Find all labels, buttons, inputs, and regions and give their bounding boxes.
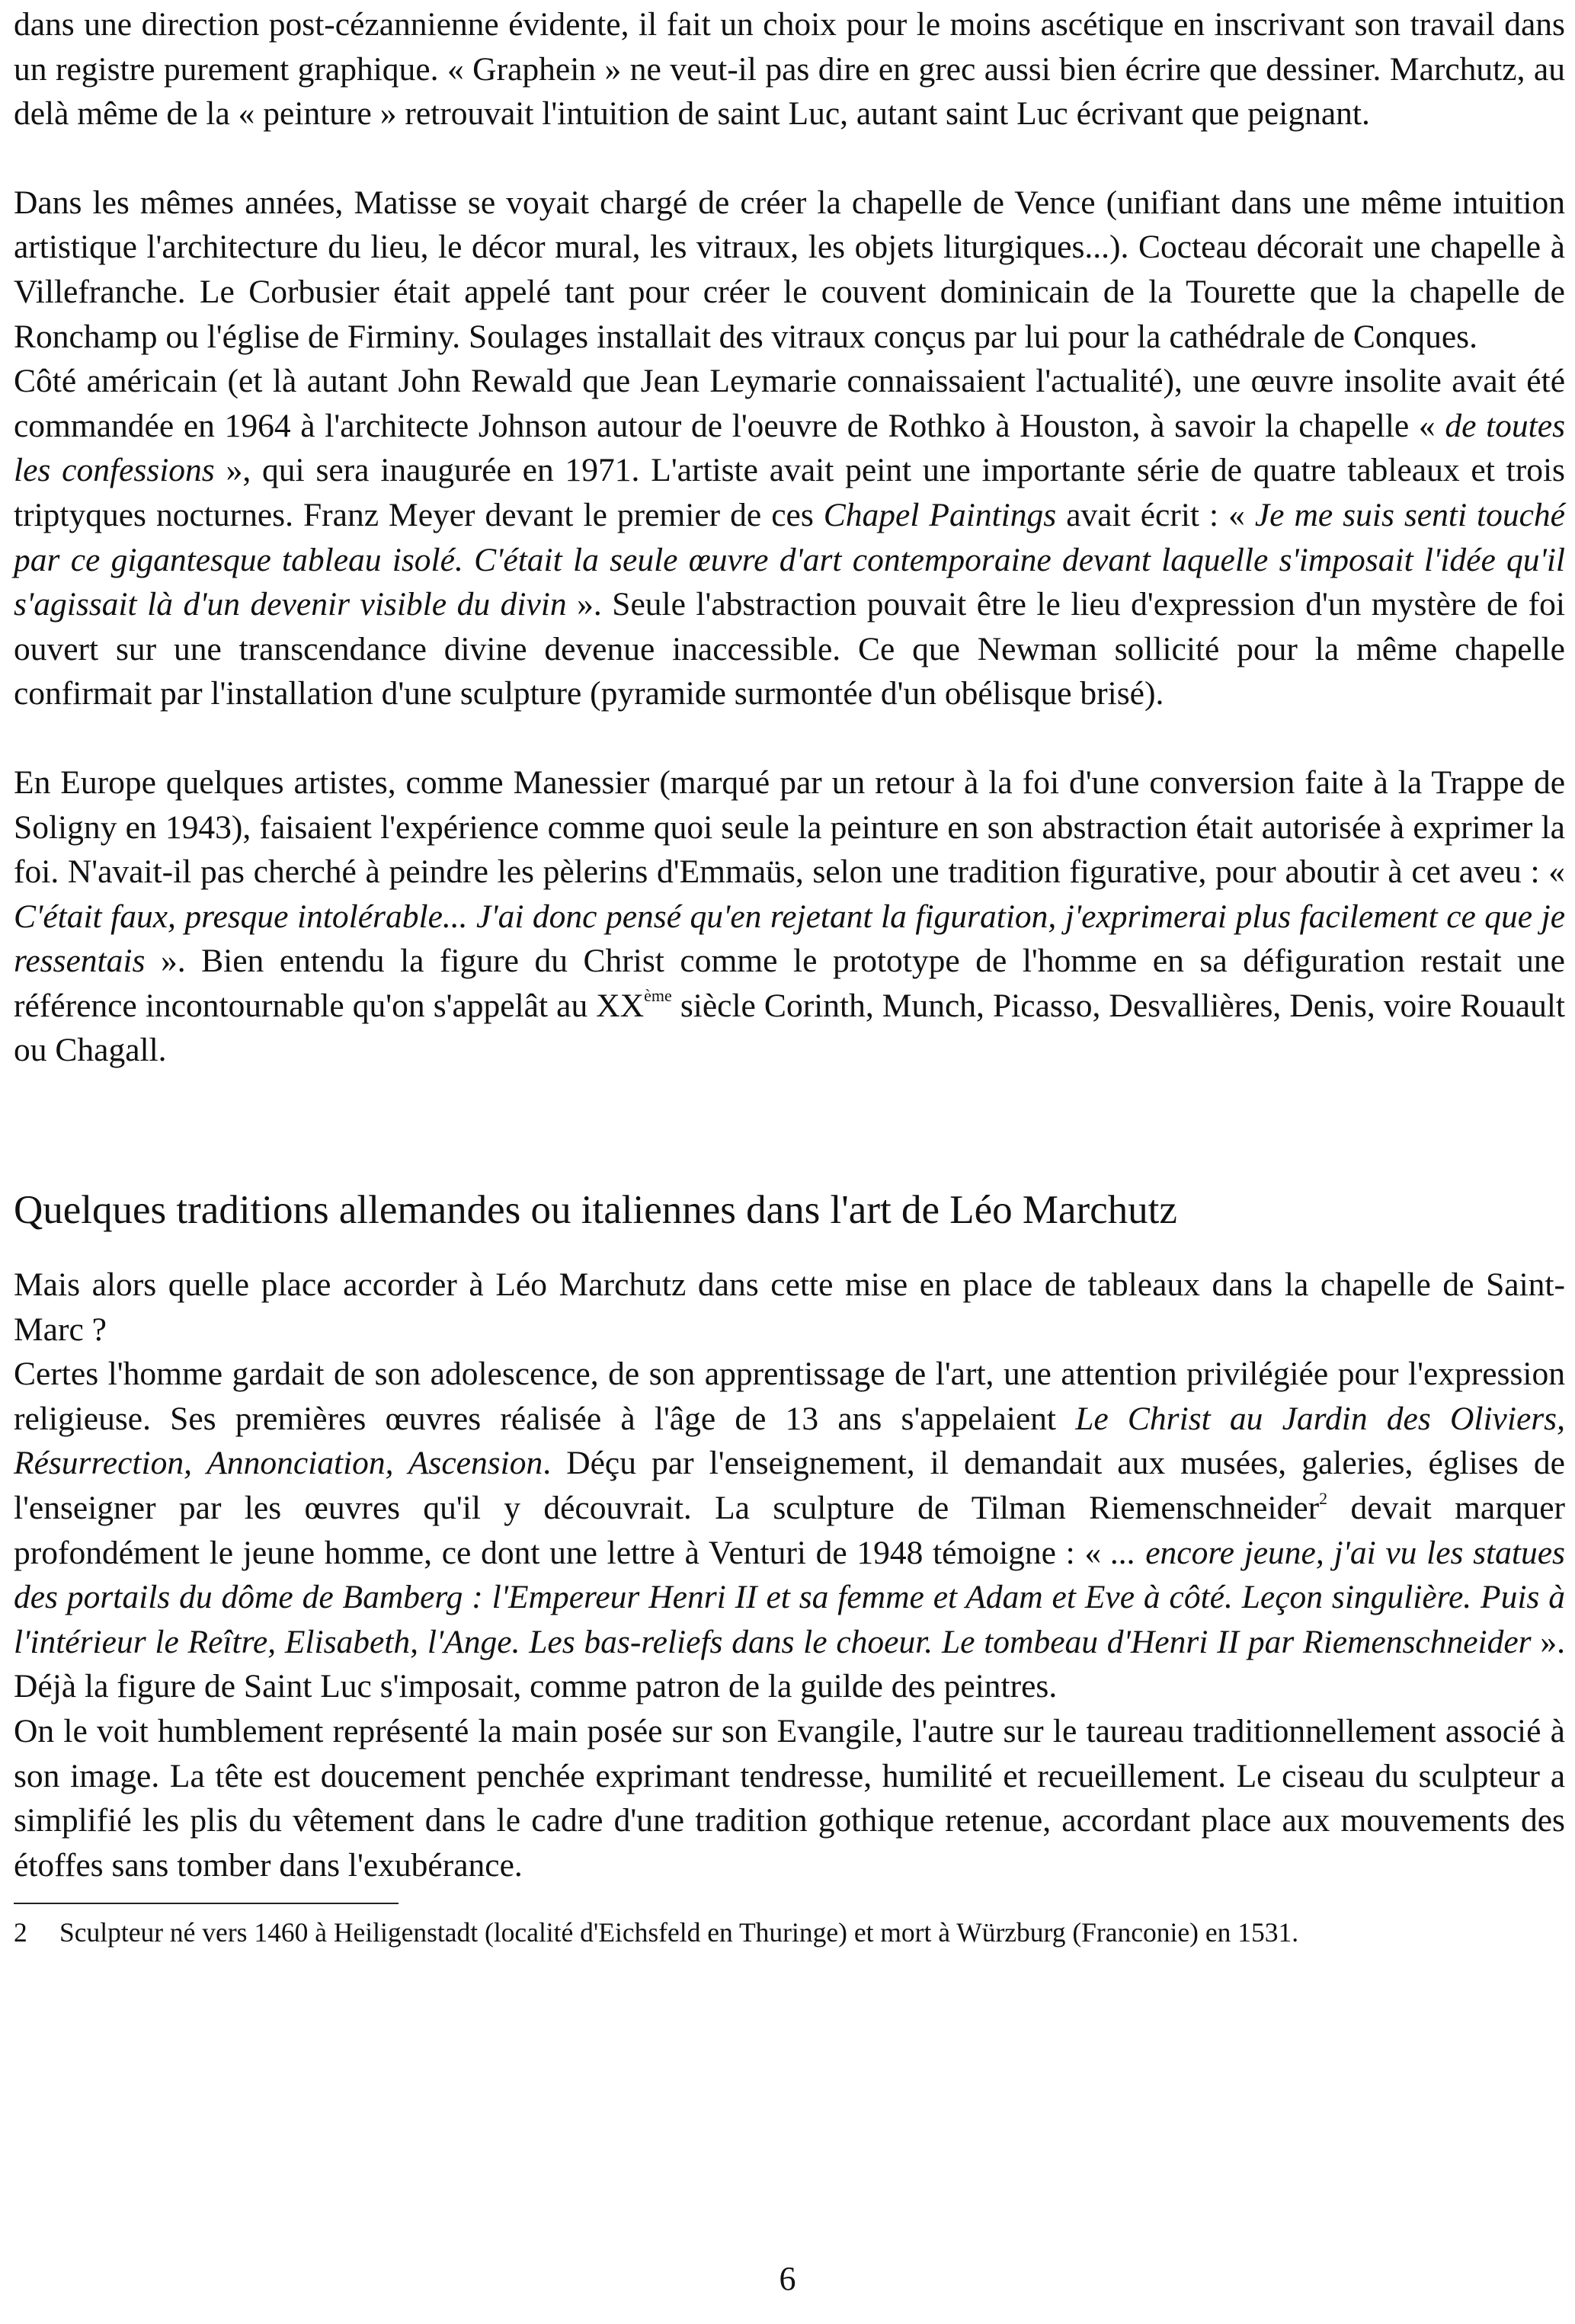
- italic-text: C'était faux, presque intolérable... J'ai donc pensé qu'en rejetant la figuration, j'exprimerai plus facilement ce que je ressentais: [14, 898, 1565, 980]
- footnote-text: Sculpteur né vers 1460 à Heiligenstadt (localité d'Eichsfeld en Thuringe) et mort à Würzburg (Franconie) en 1531.: [59, 1917, 1299, 1948]
- section-heading: Quelques traditions allemandes ou italiennes dans l'art de Léo Marchutz: [14, 1188, 1177, 1233]
- text-run: avait écrit : «: [1056, 496, 1255, 533]
- text-run: devait marquer profondément le jeune homme, ce dont une lettre à Venturi de 1948 témoigne : «: [14, 1490, 1565, 1571]
- text-run: ». Seule l'abstraction pouvait être le lieu d'expression d'un mystère de foi ouvert sur une transcendance divine devenue inaccessible. Ce que Newman sollicité pour la même chapelle confirmait par l'installation d'une sculpture (pyramide surmontée d'un obélisque brisé).: [14, 586, 1565, 712]
- superscript: 2: [1319, 1488, 1328, 1508]
- italic-text: ... encore jeune, j'ai vu les statues des portails du dôme de Bamberg : l'Empereur Henri II et sa femme et Adam et Eve à côté. Leçon singulière. Puis à l'intérieur le Reître, Elisabeth, l'Ange. Les bas-reliefs dans le choeur. Le tombeau d'Henri II par Riemenschneider: [14, 1534, 1565, 1660]
- text-run: Mais alors quelle place accorder à Léo Marchutz dans cette mise en place de tableaux dans la chapelle de Saint-Marc ?: [14, 1266, 1565, 1348]
- superscript: ème: [644, 986, 672, 1006]
- paragraph-6: [14, 1352, 1565, 1709]
- document-page: [14, 0, 1565, 1950]
- text-run: . Déçu par l'enseignement, il demandait aux musées, galeries, églises de l'enseigner par les œuvres qu'il y découvrait. La sculpture de Tilman Riemenschneider: [14, 1445, 1565, 1527]
- paragraph-4: [14, 760, 1565, 1073]
- footnote-number: 2: [14, 1917, 27, 1948]
- text-run: dans une direction post-cézannienne évidente, il fait un choix pour le moins ascétique en inscrivant son travail dans un registre purement graphique. « Graphein » ne veut-il pas dire en grec aussi bien écrire que dessiner. Marchutz, au delà même de la « peinture » retrouvait l'intuition de saint Luc, autant saint Luc écrivant que peignant.: [14, 6, 1565, 133]
- paragraph-5: [14, 1263, 1565, 1352]
- text-run: Côté américain (et là autant John Rewald que Jean Leymarie connaissaient l'actualité), une œuvre insolite avait été commandée en 1964 à l'architecte Johnson autour de l'oeuvre de Rothko à Houston, à savoir la chapelle «: [14, 363, 1565, 444]
- text-run: Certes l'homme gardait de son adolescence, de son apprentissage de l'art, une attention privilégiée pour l'expression religieuse. Ses premières œuvres réalisée à l'âge de 13 ans s'appelaient: [14, 1356, 1565, 1437]
- text-run: Dans les mêmes années, Matisse se voyait chargé de créer la chapelle de Vence (unifiant dans une même intuition artistique l'architecture du lieu, le décor mural, les vitraux, les objets liturgiques...). Cocteau décorait une chapelle à Villefranche. Le Corbusier était appelé tant pour créer le couvent dominicain de la Tourette que la chapelle de Ronchamp ou l'église de Firminy. Soulages installait des vitraux conçus par lui pour la cathédrale de Conques.: [14, 184, 1565, 355]
- text-run: En Europe quelques artistes, comme Manessier (marqué par un retour à la foi d'une conversion faite à la Trappe de Soligny en 1943), faisaient l'expérience comme quoi seule la peinture en son abstraction était autorisée à exprimer la foi. N'avait-il pas cherché à peindre les pèlerins d'Emmaüs, selon une tradition figurative, pour aboutir à cet aveu : «: [14, 763, 1565, 891]
- text-run: On le voit humblement représenté la main posée sur son Evangile, l'autre sur le taureau traditionnellement associé à son image. La tête est doucement penchée exprimant tendresse, humilité et recueillement. Le ciseau du sculpteur a simplifié les plis du vêtement dans le cadre d'une tradition gothique retenue, accordant place aux mouvements des étoffes sans tomber dans l'exubérance.: [14, 1713, 1565, 1884]
- italic-text: Je me suis senti touché par ce gigantesque tableau isolé. C'était la seule œuvre d'art contemporaine devant laquelle s'imposait l'idée qu'il s'agissait là d'un devenir visible du divin: [14, 496, 1565, 623]
- italic-text: de toutes les confessions: [14, 407, 1565, 489]
- italic-text: Le Christ au Jardin des Oliviers, Résurrection, Annonciation, Ascension: [14, 1400, 1565, 1482]
- text-run: », qui sera inaugurée en 1971. L'artiste avait peint une importante série de quatre tableaux et trois triptyques nocturnes. Franz Meyer devant le premier de ces: [14, 452, 1565, 533]
- italic-text: Chapel Paintings: [823, 496, 1057, 533]
- page-number: 6: [779, 2260, 796, 2297]
- text-run: ». Déjà la figure de Saint Luc s'imposait, comme patron de la guilde des peintres.: [14, 1623, 1565, 1705]
- paragraph-2: [14, 181, 1565, 359]
- footnote-separator: [14, 1903, 399, 1904]
- paragraph-1: [14, 2, 1565, 136]
- paragraph-3: [14, 359, 1565, 716]
- text-run: ». Bien entendu la figure du Christ comme le prototype de l'homme en sa défiguration restait une référence incontournable qu'on s'appelât au XX: [14, 943, 1565, 1024]
- footnote: [14, 1915, 1565, 1950]
- text-run: siècle Corinth, Munch, Picasso, Desvallières, Denis, voire Rouault ou Chagall.: [14, 987, 1565, 1069]
- paragraph-7: [14, 1709, 1565, 1887]
